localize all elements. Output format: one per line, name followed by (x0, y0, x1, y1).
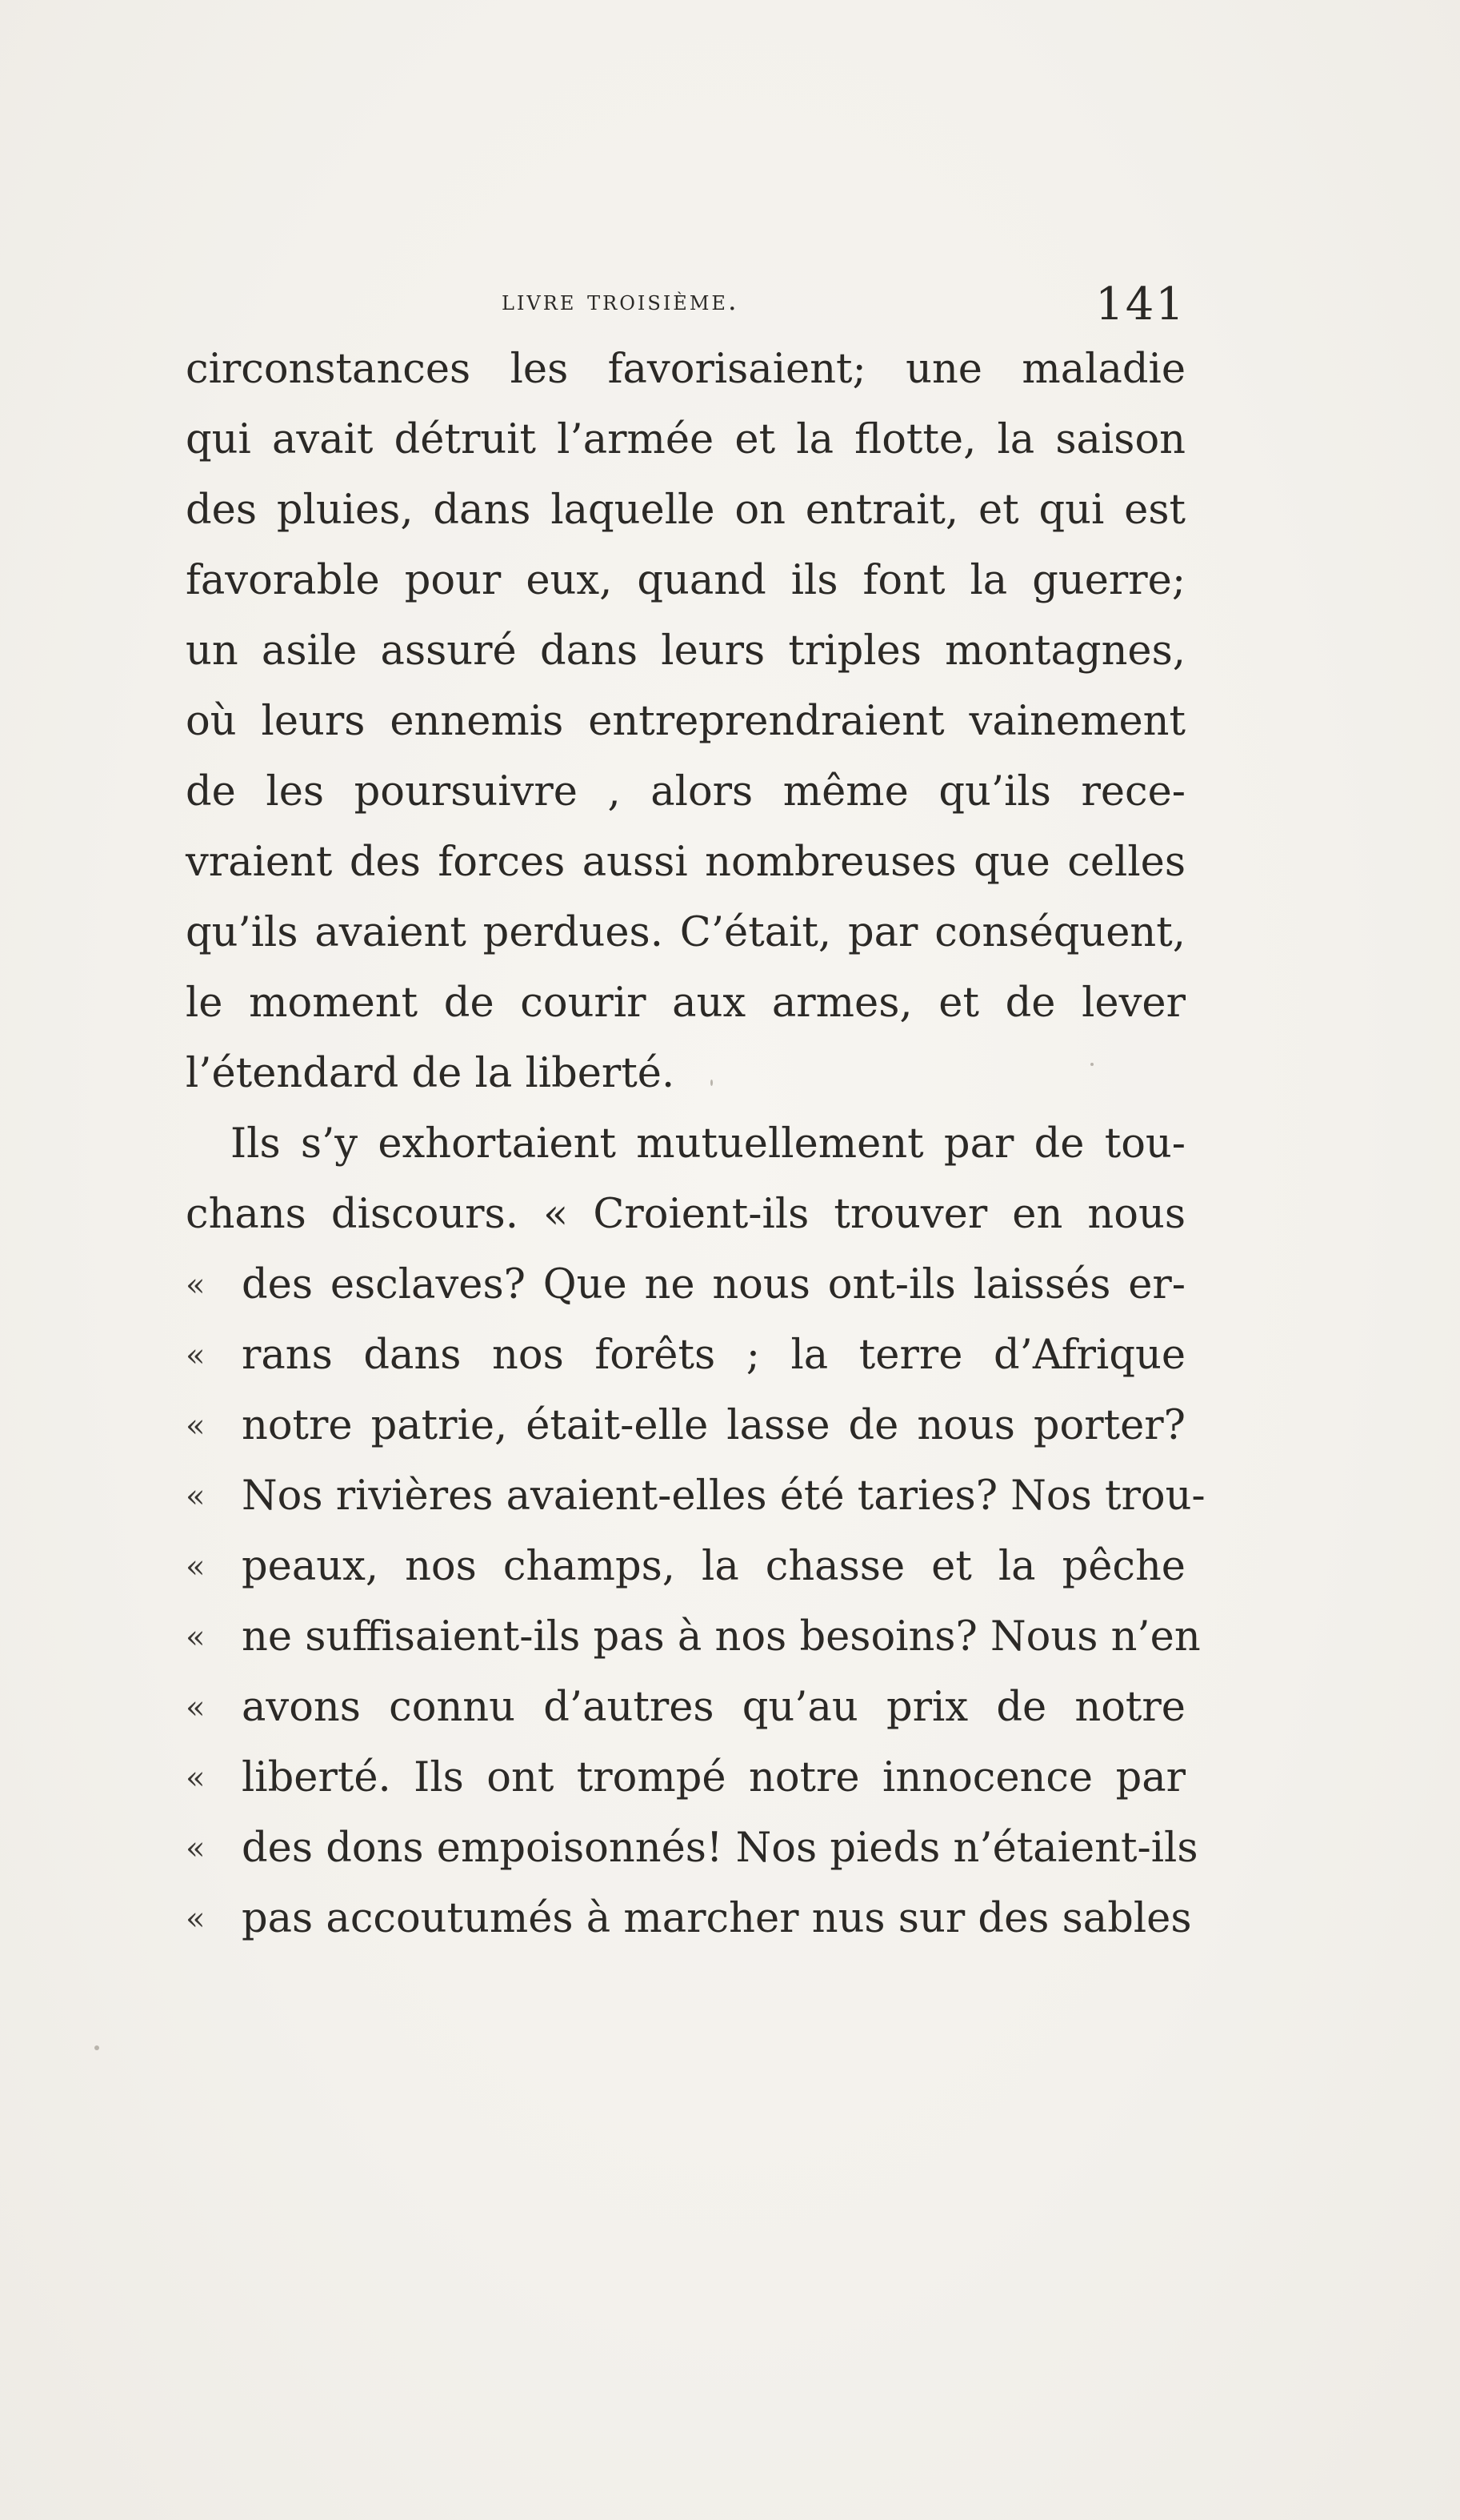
text-line: qu’ils avaient perdues. C’était, par conséquent, (186, 909, 1186, 956)
quote-mark: « (186, 1408, 206, 1444)
quoted-text: des dons empoisonnés! Nos pieds n’étaient-ils (242, 1825, 1198, 1872)
paper-speck (94, 2045, 99, 2050)
quoted-text: pas accoutumés à marcher nus sur des sables (242, 1895, 1192, 1942)
text-line: des pluies, dans laquelle on entrait, et qui est (186, 487, 1186, 534)
text-line: l’étendard de la liberté. (186, 1050, 675, 1097)
text-line: qui avait détruit l’armée et la flotte, la saison (186, 416, 1186, 463)
text-line: Ils s’y exhortaient mutuellement par de tou- (230, 1120, 1186, 1168)
quote-mark: « (186, 1619, 206, 1656)
quoted-text: avons connu d’autres qu’au prix de notre (242, 1684, 1186, 1731)
quote-mark: « (186, 1548, 206, 1585)
quoted-text: des esclaves? Que ne nous ont-ils laissés er- (242, 1261, 1186, 1308)
quoted-line (186, 1250, 1186, 1320)
quoted-line (186, 1532, 1186, 1602)
quoted-line (186, 1602, 1201, 1673)
quoted-text: Nos rivières avaient-elles été taries? Nos trou- (242, 1472, 1206, 1520)
body-text (186, 335, 1206, 1954)
text-line: vraient des forces aussi nombreuses que celles (186, 839, 1186, 886)
running-head (186, 278, 1186, 331)
quote-mark: « (186, 1760, 206, 1797)
quoted-text: ne suffisaient-ils pas à nos besoins? Nous n’en (242, 1613, 1201, 1661)
quote-mark: « (186, 1337, 206, 1374)
text-line: favorable pour eux, quand ils font la guerre; (186, 557, 1186, 604)
running-title: livre troisième. (502, 285, 739, 317)
text-line: le moment de courir aux armes, et de lever (186, 980, 1186, 1027)
quoted-text: liberté. Ils ont trompé notre innocence par (242, 1754, 1186, 1801)
quoted-line (186, 1461, 1206, 1532)
text-line: où leurs ennemis entreprendraient vainement (186, 698, 1186, 745)
quoted-line (186, 1813, 1198, 1884)
paper-speck (710, 1080, 713, 1086)
page-number: 141 (1095, 278, 1186, 331)
quoted-line (186, 1884, 1192, 1954)
paper-speck (1090, 1063, 1094, 1066)
quote-mark: « (186, 1901, 206, 1937)
quoted-line (186, 1673, 1186, 1743)
quote-mark: « (186, 1478, 206, 1515)
quote-mark: « (186, 1689, 206, 1726)
quote-mark: « (186, 1830, 206, 1867)
text-line: circonstances les favorisaient; une maladie (186, 346, 1186, 393)
quoted-text: rans dans nos forêts ; la terre d’Afrique (242, 1332, 1186, 1379)
quoted-text: notre patrie, était-elle lasse de nous porter? (242, 1402, 1186, 1449)
quoted-text: peaux, nos champs, la chasse et la pêche (242, 1543, 1186, 1590)
quoted-line (186, 1391, 1186, 1461)
text-line: de les poursuivre , alors même qu’ils rece- (186, 768, 1186, 815)
text-line: un asile assuré dans leurs triples montagnes, (186, 627, 1186, 675)
quoted-line (186, 1320, 1186, 1391)
text-line: chans discours. « Croient-ils trouver en nous (186, 1191, 1186, 1238)
quote-mark: « (186, 1267, 206, 1304)
quoted-line (186, 1743, 1186, 1813)
